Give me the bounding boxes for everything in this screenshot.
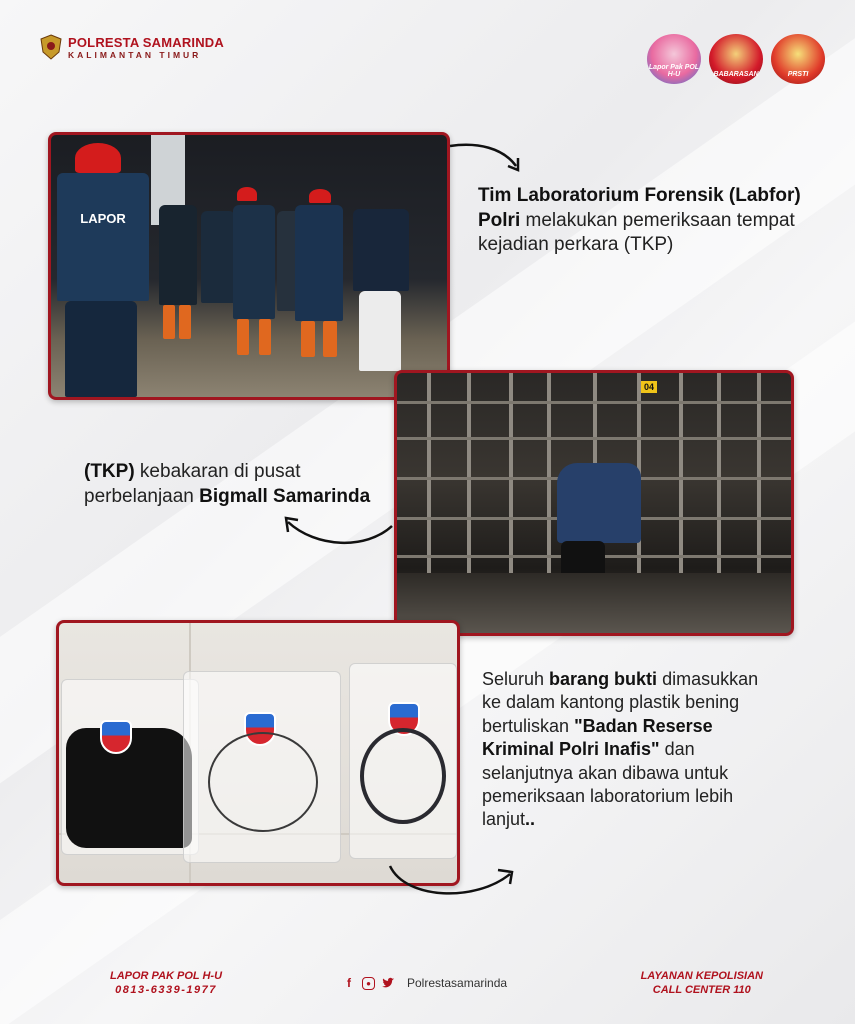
caption-text: melakukan pemeriksaan tempat kejadian perkara (TKP): [478, 209, 795, 256]
brand-header: [40, 34, 224, 60]
team-member: [353, 209, 409, 291]
footer-call-center: [641, 970, 763, 998]
curved-arrow-icon: [276, 506, 396, 550]
caption-bold: Bigmall Samarinda: [199, 485, 371, 507]
hotline-label: LAPOR PAK POL H-U: [110, 970, 223, 982]
team-member: [295, 205, 343, 321]
caption-bold: barang bukti: [549, 669, 658, 689]
burnt-rack: [467, 373, 471, 593]
inafis-badge: [100, 720, 132, 754]
hotline-number[interactable]: 0813-6339-1977: [115, 983, 217, 996]
investigator-figure: [557, 463, 641, 543]
partner-logos: [647, 34, 825, 84]
team-member: [233, 205, 275, 319]
footer-hotline: [110, 970, 222, 998]
curved-arrow-icon: [448, 140, 528, 180]
photo-burnt-site: [394, 370, 794, 636]
burnt-rack-shelf: [397, 437, 791, 440]
caption-text: dimasukkan ke dalam kantong plastik bening bertuliskan: [482, 669, 759, 736]
caption-bold: Tim Laboratorium Forensik (Labfor) Polri: [478, 185, 801, 231]
caption-text: Seluruh: [482, 669, 550, 689]
police-shield-icon: [40, 34, 62, 60]
boot: [259, 319, 271, 355]
boot: [301, 321, 315, 357]
evidence-bag: [61, 679, 199, 855]
red-helmet: [75, 143, 121, 173]
boot: [179, 305, 191, 339]
wire-coil: [360, 728, 446, 824]
boot: [163, 305, 175, 339]
photo-forensic-team: [48, 132, 450, 400]
burnt-rack-shelf: [397, 401, 791, 404]
team-member: [201, 211, 235, 303]
officer-figure: [57, 173, 149, 301]
call-center-label: LAYANAN KEPOLISIAN: [640, 970, 763, 982]
team-member: [159, 205, 197, 305]
instagram-icon[interactable]: ●: [362, 977, 375, 990]
burnt-rack: [547, 373, 551, 593]
caption-bold: "Badan Reserse Kriminal Polri Inafis": [482, 715, 713, 760]
social-handle[interactable]: Polrestasamarinda: [407, 976, 508, 990]
caption-text: kebakaran di pusat perbelanjaan: [84, 461, 301, 507]
call-center-number[interactable]: CALL CENTER 110: [652, 983, 751, 996]
burnt-rack: [757, 373, 761, 593]
facebook-icon[interactable]: f: [347, 976, 351, 990]
evidence-bag: [183, 671, 341, 863]
caption-tkp: [84, 460, 374, 509]
evidence-bag: [349, 663, 457, 859]
red-helmet: [237, 187, 257, 201]
curved-arrow-icon: [386, 862, 522, 904]
red-helmet: [309, 189, 331, 203]
boot: [237, 319, 249, 355]
caption-bold: (TKP): [84, 461, 135, 482]
boot: [323, 321, 337, 357]
caption-forensic-team: [478, 184, 808, 258]
evidence-marker: 04: [641, 381, 657, 393]
wire-coil: [208, 732, 318, 832]
burnt-rack: [679, 373, 683, 593]
brand-region: KALIMANTAN TIMUR: [68, 49, 202, 60]
burnt-rack: [427, 373, 431, 593]
babarasan-logo: BABARASAN: [709, 34, 763, 84]
social-links: [342, 976, 507, 990]
caption-evidence: [482, 668, 782, 832]
vest-label: LAPOR: [80, 211, 126, 226]
caption-bold: ..: [525, 809, 536, 830]
burnt-rack: [717, 373, 721, 593]
team-member-white-pants: [359, 291, 401, 371]
footer: [0, 970, 855, 1004]
officer-legs: [65, 301, 137, 397]
lapor-pak-pol-hu-logo: Lapor Pak POL H-U: [647, 34, 701, 84]
twitter-icon[interactable]: [381, 976, 395, 990]
burnt-rack: [509, 373, 513, 593]
prsti-logo: PRSTI: [771, 34, 825, 84]
brand-name: POLRESTA SAMARINDA: [68, 34, 224, 50]
caption-text: dan selanjutnya akan dibawa untuk pemeriksaan laboratorium lebih lanjut: [482, 739, 734, 830]
photo-evidence-bags: [56, 620, 460, 886]
